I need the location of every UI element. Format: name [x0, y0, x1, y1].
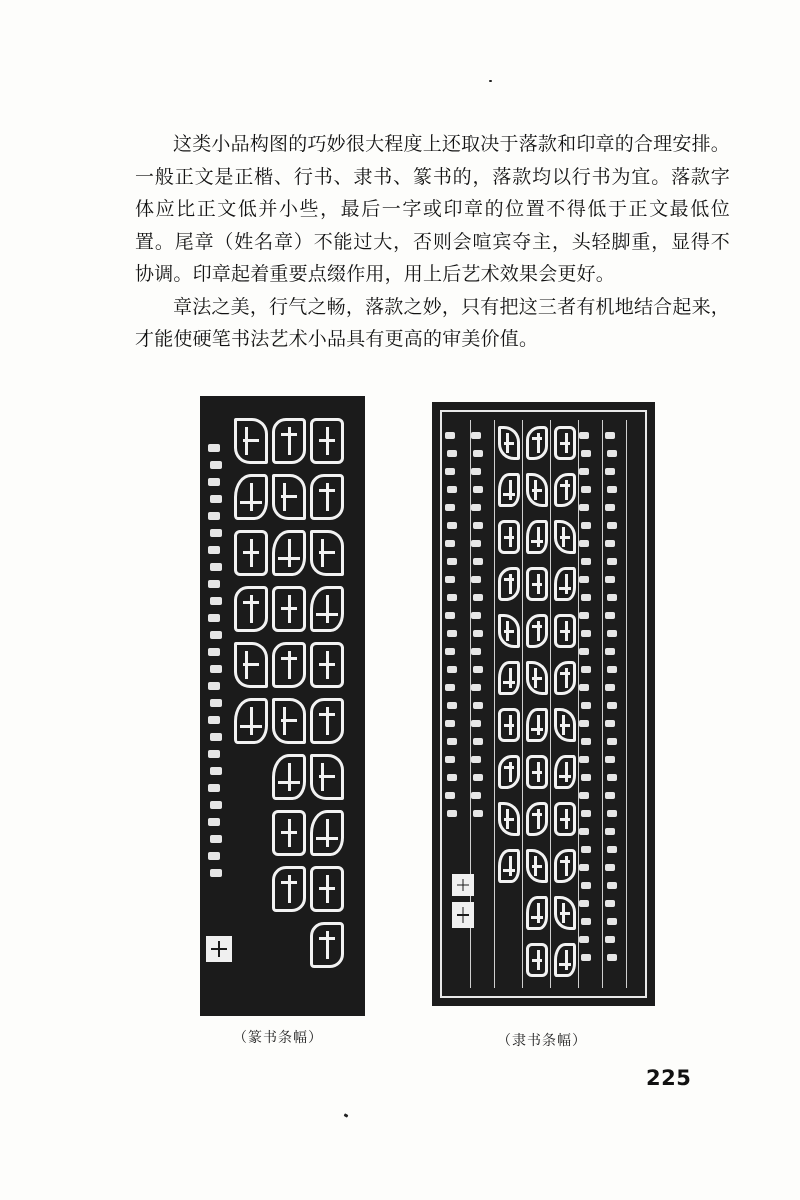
running-script-stroke: [579, 468, 589, 475]
running-script-stroke: [210, 631, 222, 639]
running-script-stroke: [210, 597, 222, 605]
running-script-stroke: [210, 461, 222, 469]
running-script-stroke: [445, 612, 455, 619]
running-script-stroke: [581, 702, 591, 709]
running-script-stroke: [471, 648, 481, 655]
running-script-stroke: [210, 529, 222, 537]
running-script-stroke: [473, 486, 483, 493]
running-script-stroke: [579, 612, 589, 619]
running-script-stroke: [607, 810, 617, 817]
calligraphy-glyph: [234, 642, 268, 688]
column-rule: [494, 420, 495, 988]
running-script-stroke: [605, 684, 615, 691]
running-script-stroke: [579, 936, 589, 943]
running-script-stroke: [471, 792, 481, 799]
running-script-stroke: [581, 774, 591, 781]
running-script-stroke: [210, 699, 222, 707]
running-script-stroke: [471, 684, 481, 691]
running-script-stroke: [607, 594, 617, 601]
calligraphy-glyph: [526, 614, 548, 648]
running-script-stroke: [581, 846, 591, 853]
running-script-stroke: [605, 576, 615, 583]
calligraphy-glyph: [272, 586, 306, 632]
calligraphy-glyph: [310, 866, 344, 912]
running-script-stroke: [473, 450, 483, 457]
running-script-stroke: [607, 630, 617, 637]
running-script-stroke: [605, 648, 615, 655]
calligraphy-glyph: [554, 755, 576, 789]
calligraphy-glyph: [310, 922, 344, 968]
running-script-stroke: [579, 504, 589, 511]
running-script-stroke: [581, 522, 591, 529]
calligraphy-glyph: [272, 810, 306, 856]
figure-caption-seal-script: （篆书条幅）: [233, 1030, 323, 1046]
running-script-stroke: [581, 882, 591, 889]
running-script-stroke: [210, 767, 222, 775]
calligraphy-glyph: [554, 849, 576, 883]
running-script-stroke: [605, 864, 615, 871]
running-script-stroke: [581, 738, 591, 745]
running-script-stroke: [471, 756, 481, 763]
running-script-stroke: [445, 720, 455, 727]
running-script-stroke: [210, 869, 222, 877]
figure-caption-clerical-script: （隶书条幅）: [497, 1033, 587, 1049]
running-script-stroke: [607, 882, 617, 889]
column-rule: [522, 420, 523, 988]
running-script-stroke: [471, 504, 481, 511]
running-script-stroke: [607, 486, 617, 493]
running-script-stroke: [579, 792, 589, 799]
running-script-stroke: [607, 450, 617, 457]
calligraphy-glyph: [310, 698, 344, 744]
calligraphy-glyph: [498, 708, 520, 742]
running-script-stroke: [447, 630, 457, 637]
running-script-stroke: [471, 540, 481, 547]
running-script-stroke: [605, 720, 615, 727]
running-script-stroke: [579, 864, 589, 871]
calligraphy-glyph: [310, 810, 344, 856]
calligraphy-glyph: [526, 426, 548, 460]
running-script-stroke: [208, 614, 220, 622]
running-script-stroke: [605, 612, 615, 619]
running-script-stroke: [445, 504, 455, 511]
running-script-stroke: [605, 936, 615, 943]
running-script-stroke: [581, 450, 591, 457]
calligraphy-glyph: [554, 473, 576, 507]
running-script-stroke: [607, 774, 617, 781]
paragraph-1: 这类小品构图的巧妙很大程度上还取决于落款和印章的合理安排。一般正文是正楷、行书、隶书、篆书的，落款均以行书为宜。落款字体应比正文低并小些，最后一字或印章的位置不得低于正文最低位置。尾章（姓名章）不能过大，否则会喧宾夺主，头轻脚重，显得不协调。印章起着重要点缀作用，用上后艺术效果会更好。: [135, 133, 730, 285]
seal-stamp: [452, 902, 474, 928]
running-script-stroke: [208, 784, 220, 792]
running-script-stroke: [605, 900, 615, 907]
calligraphy-glyph: [554, 426, 576, 460]
running-script-stroke: [447, 774, 457, 781]
seal-stamp: [206, 936, 232, 962]
running-script-stroke: [581, 666, 591, 673]
running-script-stroke: [473, 774, 483, 781]
running-script-stroke: [447, 810, 457, 817]
running-script-stroke: [579, 828, 589, 835]
running-script-stroke: [447, 558, 457, 565]
calligraphy-glyph: [272, 754, 306, 800]
calligraphy-glyph: [310, 586, 344, 632]
calligraphy-glyph: [554, 943, 576, 977]
running-script-stroke: [447, 486, 457, 493]
running-script-stroke: [445, 468, 455, 475]
page-number: 225: [646, 1066, 692, 1090]
running-script-stroke: [445, 540, 455, 547]
calligraphy-glyph: [272, 474, 306, 520]
running-script-stroke: [581, 486, 591, 493]
calligraphy-glyph: [498, 849, 520, 883]
running-script-stroke: [579, 720, 589, 727]
running-script-stroke: [208, 852, 220, 860]
calligraphy-glyph: [526, 802, 548, 836]
running-script-stroke: [607, 846, 617, 853]
calligraphy-glyph: [234, 418, 268, 464]
running-script-stroke: [445, 648, 455, 655]
running-script-stroke: [473, 522, 483, 529]
running-script-stroke: [208, 512, 220, 520]
running-script-stroke: [445, 756, 455, 763]
calligraphy-glyph: [498, 473, 520, 507]
calligraphy-glyph: [526, 755, 548, 789]
scan-speck: [344, 1113, 349, 1118]
calligraphy-glyph: [526, 567, 548, 601]
running-script-stroke: [605, 504, 615, 511]
running-script-stroke: [607, 558, 617, 565]
running-script-stroke: [581, 810, 591, 817]
running-script-stroke: [473, 810, 483, 817]
running-script-stroke: [607, 666, 617, 673]
calligraphy-glyph: [554, 614, 576, 648]
running-script-stroke: [471, 576, 481, 583]
running-script-stroke: [208, 818, 220, 826]
running-script-stroke: [579, 576, 589, 583]
running-script-stroke: [473, 702, 483, 709]
running-script-stroke: [471, 432, 481, 439]
calligraphy-glyph: [526, 896, 548, 930]
running-script-stroke: [208, 580, 220, 588]
calligraphy-glyph: [310, 642, 344, 688]
running-script-stroke: [605, 828, 615, 835]
running-script-stroke: [607, 702, 617, 709]
running-script-stroke: [210, 495, 222, 503]
running-script-stroke: [581, 558, 591, 565]
running-script-stroke: [473, 594, 483, 601]
running-script-stroke: [445, 792, 455, 799]
running-script-stroke: [607, 954, 617, 961]
seal-stamp: [452, 874, 474, 896]
seal-script-scroll-image: [200, 396, 365, 1016]
running-script-stroke: [581, 918, 591, 925]
body-text: [135, 128, 730, 356]
running-script-stroke: [447, 738, 457, 745]
running-script-stroke: [473, 666, 483, 673]
calligraphy-glyph: [554, 802, 576, 836]
running-script-stroke: [605, 468, 615, 475]
running-script-stroke: [605, 540, 615, 547]
running-script-stroke: [579, 432, 589, 439]
column-rule: [626, 420, 627, 988]
column-rule: [602, 420, 603, 988]
running-script-stroke: [208, 750, 220, 758]
running-script-stroke: [208, 648, 220, 656]
calligraphy-glyph: [310, 418, 344, 464]
running-script-stroke: [471, 468, 481, 475]
running-script-stroke: [447, 702, 457, 709]
running-script-stroke: [447, 666, 457, 673]
running-script-stroke: [579, 756, 589, 763]
running-script-stroke: [579, 540, 589, 547]
running-script-stroke: [581, 630, 591, 637]
calligraphy-glyph: [526, 943, 548, 977]
paragraph-2: 章法之美，行气之畅，落款之妙，只有把这三者有机地结合起来，才能使硬笔书法艺术小品具有更高的审美价值。: [135, 295, 730, 350]
calligraphy-glyph: [526, 520, 548, 554]
running-script-stroke: [473, 738, 483, 745]
running-script-stroke: [471, 720, 481, 727]
calligraphy-glyph: [234, 698, 268, 744]
scan-speck: [489, 80, 492, 82]
running-script-stroke: [605, 432, 615, 439]
running-script-stroke: [445, 684, 455, 691]
running-script-stroke: [579, 684, 589, 691]
running-script-stroke: [607, 738, 617, 745]
running-script-stroke: [447, 594, 457, 601]
calligraphy-glyph: [272, 698, 306, 744]
running-script-stroke: [445, 576, 455, 583]
running-script-stroke: [208, 682, 220, 690]
running-script-stroke: [208, 444, 220, 452]
running-script-stroke: [605, 792, 615, 799]
calligraphy-glyph: [234, 586, 268, 632]
running-script-stroke: [447, 522, 457, 529]
calligraphy-glyph: [234, 530, 268, 576]
running-script-stroke: [208, 546, 220, 554]
running-script-stroke: [607, 522, 617, 529]
calligraphy-glyph: [554, 567, 576, 601]
calligraphy-glyph: [498, 661, 520, 695]
calligraphy-glyph: [272, 418, 306, 464]
calligraphy-glyph: [310, 530, 344, 576]
running-script-stroke: [210, 733, 222, 741]
running-script-stroke: [210, 563, 222, 571]
calligraphy-glyph: [310, 754, 344, 800]
calligraphy-glyph: [554, 661, 576, 695]
running-script-stroke: [473, 630, 483, 637]
running-script-stroke: [579, 900, 589, 907]
running-script-stroke: [607, 918, 617, 925]
running-script-stroke: [473, 558, 483, 565]
running-script-stroke: [471, 612, 481, 619]
running-script-stroke: [579, 648, 589, 655]
column-rule: [550, 420, 551, 988]
running-script-stroke: [581, 954, 591, 961]
running-script-stroke: [210, 665, 222, 673]
running-script-stroke: [445, 432, 455, 439]
running-script-stroke: [210, 801, 222, 809]
calligraphy-glyph: [234, 474, 268, 520]
calligraphy-glyph: [498, 520, 520, 554]
clerical-script-scroll-image: [432, 402, 655, 1006]
running-script-stroke: [208, 716, 220, 724]
calligraphy-glyph: [272, 866, 306, 912]
calligraphy-glyph: [272, 642, 306, 688]
running-script-stroke: [447, 450, 457, 457]
running-script-stroke: [581, 594, 591, 601]
calligraphy-glyph: [310, 474, 344, 520]
calligraphy-glyph: [526, 708, 548, 742]
running-script-stroke: [210, 835, 222, 843]
calligraphy-glyph: [272, 530, 306, 576]
running-script-stroke: [208, 478, 220, 486]
calligraphy-glyph: [498, 567, 520, 601]
calligraphy-glyph: [498, 755, 520, 789]
running-script-stroke: [605, 756, 615, 763]
